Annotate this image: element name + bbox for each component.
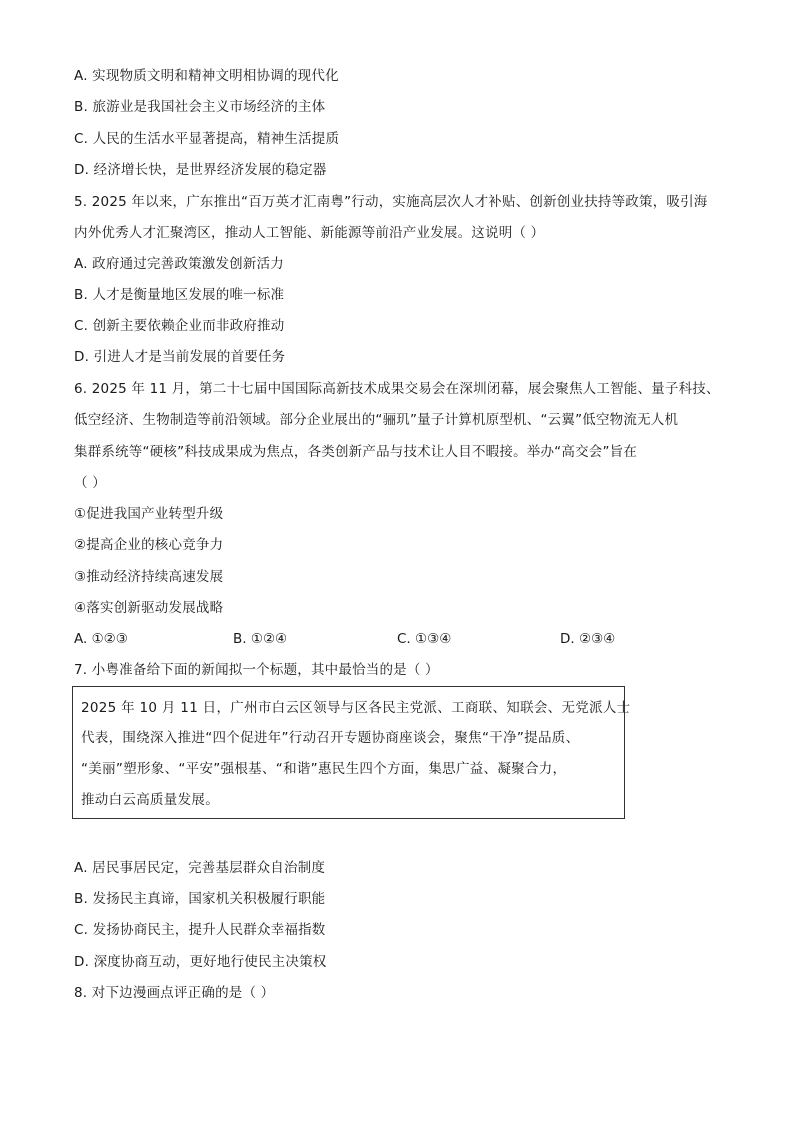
news-excerpt-box: [72, 686, 631, 819]
q5-option-d: D. 引进人才是当前发展的首要任务: [74, 349, 286, 365]
news-line-2: 代表，围绕深入推进“四个促进年”行动召开专题协商座谈会，聚焦“干净”提品质、: [81, 730, 580, 746]
news-line-1: 2025 年 10 月 11 日，广州市白云区领导与区各民主党派、工商联、知联会、无党派人士: [81, 700, 631, 716]
q6-option-d: D. ②③④: [560, 631, 616, 647]
q5-stem-line1: 5. 2025 年以来，广东推出“百万英才汇南粤”行动，实施高层次人才补贴、创新创业扶持等政策，吸引海: [74, 194, 708, 210]
q7-option-a: A. 居民事居民定，完善基层群众自治制度: [74, 860, 326, 876]
q6-stem-line2: 低空经济、生物制造等前沿领域。部分企业展出的“骊玑”量子计算机原型机、“云翼”低空物流无人机: [74, 412, 679, 428]
q5-stem-line2: 内外优秀人才汇聚湾区，推动人工智能、新能源等前沿产业发展。这说明（ ）: [74, 225, 545, 241]
q5-option-b: B. 人才是衡量地区发展的唯一标准: [74, 287, 285, 303]
q6-statement-4: ④落实创新驱动发展战略: [74, 600, 224, 616]
q7-stem: 7. 小粤准备给下面的新闻拟一个标题，其中最恰当的是（ ）: [74, 662, 439, 678]
q4-option-b: B. 旅游业是我国社会主义市场经济的主体: [74, 99, 326, 115]
q6-option-a: A. ①②③: [74, 631, 128, 647]
q6-statement-3: ③推动经济持续高速发展: [74, 569, 224, 585]
q4-option-d: D. 经济增长快，是世界经济发展的稳定器: [74, 162, 327, 178]
news-line-3: “美丽”塑形象、“平安”强根基、“和谐”惠民生四个方面，集思广益、凝聚合力，: [81, 761, 567, 777]
news-line-4: 推动白云高质量发展。: [81, 792, 219, 808]
q5-option-a: A. 政府通过完善政策激发创新活力: [74, 256, 284, 272]
q6-statement-1: ①促进我国产业转型升级: [74, 506, 224, 522]
q6-stem-line4: （ ）: [74, 475, 106, 491]
q5-option-c: C. 创新主要依赖企业而非政府推动: [74, 318, 285, 334]
q6-options-row: [74, 629, 634, 649]
q8-stem: 8. 对下边漫画点评正确的是（ ）: [74, 985, 275, 1001]
q7-option-c: C. 发扬协商民主，提升人民群众幸福指数: [74, 922, 326, 938]
q6-stem-line1: 6. 2025 年 11 月，第二十七届中国国际高新技术成果交易会在深圳闭幕，展会聚焦人工智能、量子科技、: [74, 381, 720, 397]
q4-option-c: C. 人民的生活水平显著提高，精神生活提质: [74, 131, 340, 147]
q7-option-d: D. 深度协商互动，更好地行使民主决策权: [74, 954, 327, 970]
q6-option-b: B. ①②④: [233, 631, 288, 647]
q6-statement-2: ②提高企业的核心竞争力: [74, 537, 224, 553]
q6-stem-line3: 集群系统等“硬核”科技成果成为焦点，各类创新产品与技术让人目不暇接。举办“高交会”旨在: [74, 444, 638, 460]
q7-option-b: B. 发扬民主真谛，国家机关积极履行职能: [74, 891, 326, 907]
q6-option-c: C. ①③④: [397, 631, 452, 647]
q4-option-a: A. 实现物质文明和精神文明相协调的现代化: [74, 68, 339, 84]
